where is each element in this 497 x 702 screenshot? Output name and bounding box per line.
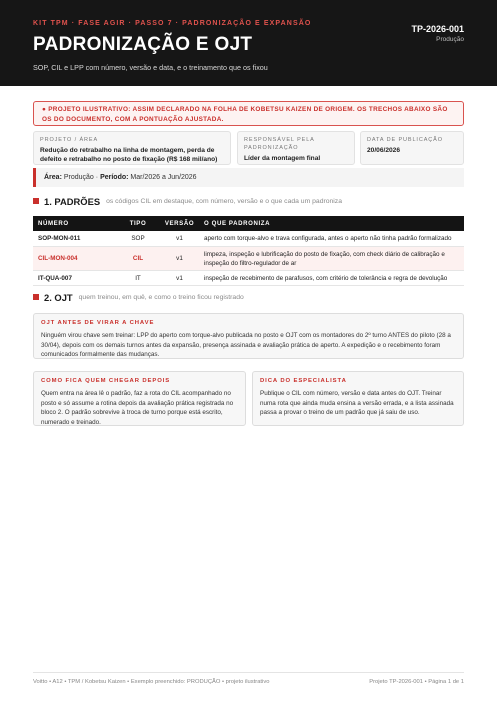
document-code: TP-2026-001 — [411, 24, 464, 34]
section-marker — [33, 294, 39, 300]
area-label: Área: — [44, 174, 62, 181]
footer-divider — [33, 672, 464, 673]
cell-versao: v1 — [176, 274, 183, 282]
section-heading-ojt — [33, 291, 244, 303]
period-separator: · — [95, 174, 99, 181]
page-header — [0, 0, 497, 86]
date-value: 20/06/2026 — [367, 147, 401, 154]
cell-numero: CIL-MON-004 — [38, 255, 78, 262]
expert-tip-box — [252, 371, 464, 426]
page-title: PADRONIZAÇÃO E OJT — [33, 34, 253, 55]
cell-tipo: IT — [135, 274, 141, 282]
header-eyebrow: KIT TPM · FASE AGIR · PASSO 7 · PADRONIZAÇÃO E EXPANSÃO — [33, 20, 312, 27]
period-value: Mar/2026 a Jun/2026 — [130, 174, 197, 181]
column-header-numero: NÚMERO — [38, 220, 69, 227]
box-label: DICA DO ESPECIALISTA — [260, 378, 347, 384]
period-label: Período: — [100, 174, 129, 181]
date-label: DATA DE PUBLICAÇÃO — [367, 137, 443, 143]
publication-date-card — [360, 131, 464, 165]
section-subtitle: os códigos CIL em destaque, com número, versão e o que cada um padroniza — [106, 197, 342, 205]
project-value: Redução do retrabalho na linha de montagem, perda de defeito e retrabalho no posto de fixação (R$ 168 mil/ano) — [40, 147, 218, 163]
newcomers-box — [33, 371, 246, 426]
cell-versao: v1 — [176, 255, 183, 262]
column-header-tipo: TIPO — [129, 220, 147, 227]
footer-left: Voitto • A12 • TPM / Kobetsu Kaizen • Exemplo preenchido: PRODUÇÃO • projeto ilustrativo — [33, 679, 270, 685]
owner-info-card — [237, 131, 355, 165]
owner-label: RESPONSÁVEL PELA PADRONIZAÇÃO — [244, 137, 315, 151]
cell-descricao: aperto com torque-alvo e trava configurada, antes o aperto não tinha padrão formalizado — [204, 235, 452, 242]
cell-numero: SOP-MON-011 — [38, 235, 81, 242]
section-title: 1. PADRÕES — [44, 195, 101, 207]
section-heading-standards — [33, 195, 342, 207]
box-text: Publique o CIL com número, versão e data antes do OJT. Treinar numa rota que ainda muda ensina a versão errada, e a lista assinada passa a provar o treino de um padrão que já saiu de uso. — [260, 390, 454, 416]
document-area: Produção — [436, 36, 464, 43]
page-subtitle: SOP, CIL e LPP com número, versão e data, e o treinamento que os fixou — [33, 63, 268, 72]
cell-tipo: CIL — [132, 255, 144, 262]
column-header-versao: VERSÃO — [164, 220, 195, 227]
box-text: Quem entra na área lê o padrão, faz a rota do CIL acompanhado no posto e só assume a rotina depois da avaliação prática registrada no bloco 2. O padrão sobrevive à troca de turno porque está escrito, numerado e treinado. — [41, 390, 234, 426]
owner-value: Líder da montagem final — [244, 155, 321, 162]
section-subtitle: quem treinou, em quê, e como o treino ficou registrado — [78, 293, 244, 301]
project-info-card — [33, 131, 231, 165]
section-title: 2. OJT — [44, 291, 73, 303]
cell-descricao: limpeza, inspeção e lubrificação do posto de fixação, com check diário de calibração e inspeção do filtro-regulador de ar — [204, 250, 445, 267]
table-row-highlighted — [33, 247, 464, 271]
cell-versao: v1 — [176, 235, 183, 242]
box-label: OJT ANTES DE VIRAR A CHAVE — [41, 320, 155, 326]
cell-descricao: inspeção de recebimento de parafusos, com critério de tolerância e regra de devolução — [204, 274, 448, 282]
cell-numero: IT-QUA-007 — [38, 274, 72, 282]
section-marker — [33, 198, 39, 204]
ojt-before-switch-box — [33, 313, 464, 359]
standards-table — [33, 216, 464, 286]
box-text: Ninguém virou chave sem treinar: LPP do aperto com torque-alvo publicada no posto e OJT com os montadores do 2º turno ANTES do piloto (28 a 30/04), depois com os demais turnos antes da expansão, presença assinada e avaliação prática de aperto. A expedição e o recebimento foram comunicados formalmente das mudanças. — [41, 332, 451, 358]
cell-tipo: SOP — [131, 235, 145, 242]
period-bar — [33, 168, 464, 187]
table-header — [33, 216, 464, 231]
box-label: COMO FICA QUEM CHEGAR DEPOIS — [41, 378, 171, 384]
footer-right: Projeto TP-2026-001 • Página 1 de 1 — [369, 679, 464, 685]
project-label: PROJETO / ÁREA — [40, 137, 99, 143]
illustrative-project-alert: ● PROJETO ILUSTRATIVO: ASSIM DECLARADO NA FOLHA DE KOBETSU KAIZEN DE ORIGEM. OS TRECHOS ABAIXO SÃO OS DO DOCUMENTO, COM A PONTUAÇÃO AJUSTADA. — [33, 101, 464, 126]
table-row — [33, 231, 464, 247]
column-header-descricao: O QUE PADRONIZA — [204, 220, 271, 227]
area-value: Produção — [63, 174, 94, 181]
table-row — [33, 271, 464, 286]
